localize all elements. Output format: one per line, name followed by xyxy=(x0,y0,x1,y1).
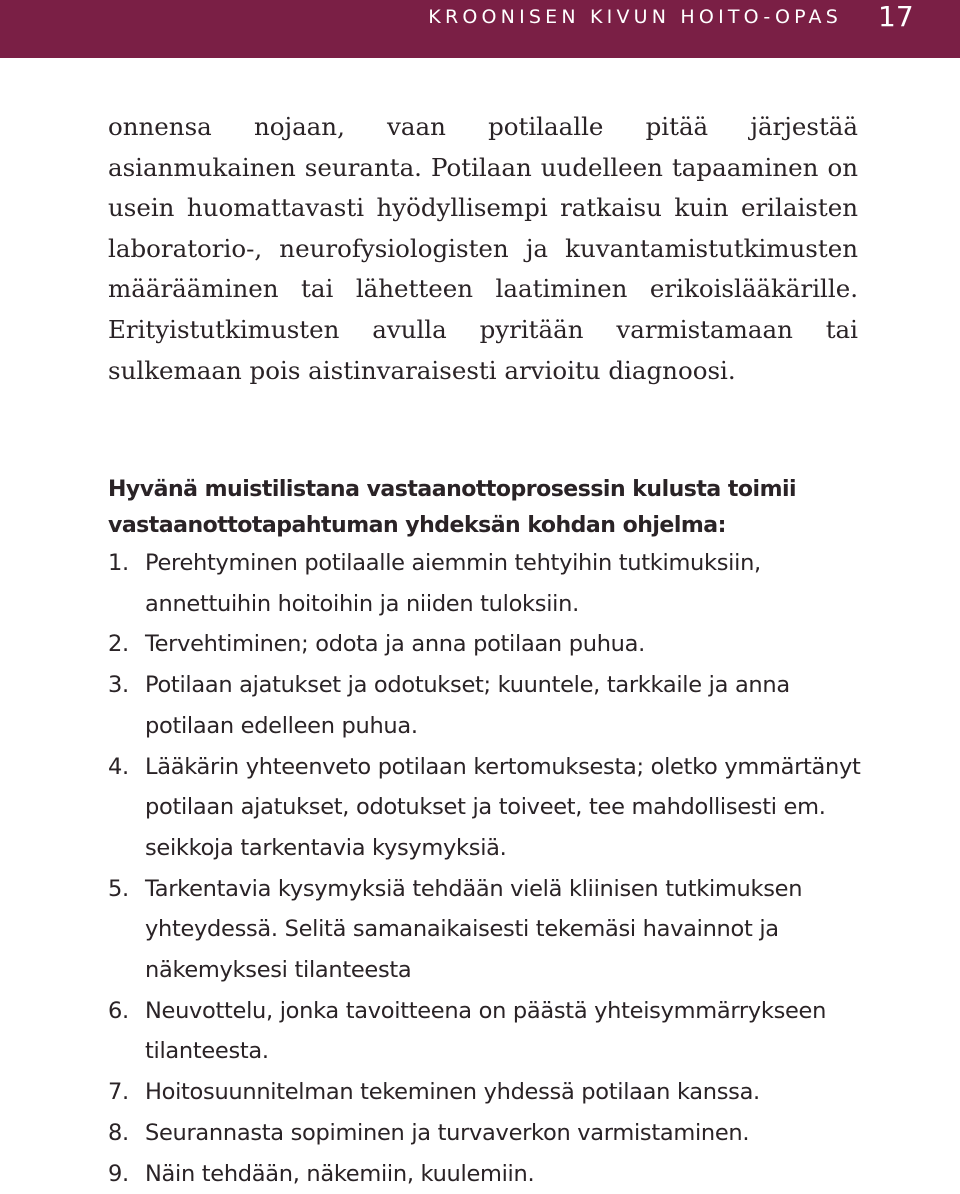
item-number: 6. xyxy=(108,997,129,1024)
item-number: 9. xyxy=(108,1160,129,1187)
item-text: Tervehtiminen; odota ja anna potilaan puhua. xyxy=(145,631,645,658)
checklist-item xyxy=(108,1154,868,1194)
checklist-item xyxy=(108,991,868,1072)
checklist-item xyxy=(108,1113,868,1154)
item-number: 1. xyxy=(108,550,129,576)
item-text: Perehtyminen potilaalle aiemmin tehtyihin tutkimuksiin, annettuihin hoitoihin ja niiden tuloksiin. xyxy=(145,550,761,617)
item-text: Näin tehdään, näkemiin, kuulemiin. xyxy=(145,1160,535,1187)
item-number: 8. xyxy=(108,1119,129,1146)
item-text: Seurannasta sopiminen ja turvaverkon varmistaminen. xyxy=(145,1119,750,1146)
checklist-heading: Hyvänä muistilistana vastaanottoprosessin kulusta toimii vastaanottotapahtuman yhdeksän kohdan ohjelma: xyxy=(108,477,797,538)
checklist xyxy=(108,543,868,1194)
item-text: Hoitosuunnitelman tekeminen yhdessä potilaan kanssa. xyxy=(145,1079,760,1106)
body-paragraph: onnensa nojaan, vaan potilaalle pitää järjestää asianmukainen seuranta. Potilaan uudelleen tapaaminen on usein huomattavasti hyödyllisempi ratkaisu kuin erilaisten laboratorio-, neurofysiologisten ja kuvantamistutkimusten määrääminen tai lähetteen laatiminen erikoislääkärille. Erityistutkimusten avulla pyritään varmistamaan tai sulkemaan pois aistinvaraisesti arvioitu diagnoosi. xyxy=(108,112,858,385)
item-text: Neuvottelu, jonka tavoitteena on päästä yhteisymmärrykseen tilanteesta. xyxy=(145,997,827,1065)
item-text: Tarkentavia kysymyksiä tehdään vielä kliinisen tutkimuksen yhteydessä. Selitä samanaikaisesti tekemäsi havainnot ja näkemyksesi tilanteesta xyxy=(145,875,803,984)
page-number: 17 xyxy=(878,0,914,33)
item-number: 3. xyxy=(108,672,129,699)
item-number: 7. xyxy=(108,1079,129,1106)
checklist-item xyxy=(108,624,868,665)
item-number: 5. xyxy=(108,875,129,902)
checklist-item xyxy=(108,543,868,624)
item-text: Lääkärin yhteenveto potilaan kertomuksesta; oletko ymmärtänyt potilaan ajatukset, odotukset ja toiveet, tee mahdollisesti em. seikkoja tarkentavia kysymyksiä. xyxy=(145,753,861,861)
item-number: 4. xyxy=(108,753,129,780)
checklist-item xyxy=(108,869,868,991)
checklist-item xyxy=(108,1072,868,1113)
checklist-section xyxy=(108,472,868,1194)
item-number: 2. xyxy=(108,631,129,658)
item-text: Potilaan ajatukset ja odotukset; kuuntele, tarkkaile ja anna potilaan edelleen puhua. xyxy=(145,672,790,739)
checklist-item xyxy=(108,665,868,746)
running-title: KROONISEN KIVUN HOITO-OPAS xyxy=(428,6,842,28)
page-header xyxy=(0,0,960,58)
checklist-item xyxy=(108,747,868,869)
